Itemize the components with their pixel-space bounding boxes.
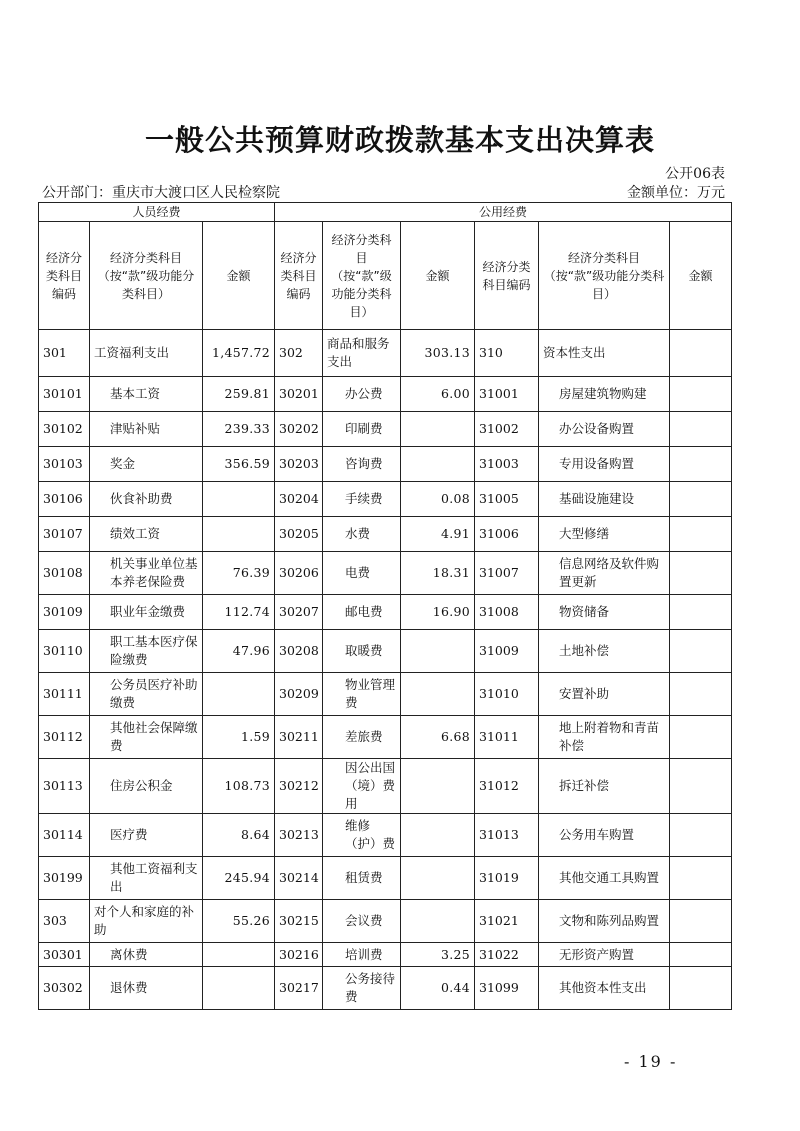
amount-cell: 3.25 xyxy=(401,943,475,967)
amount-cell: 0.08 xyxy=(401,482,475,517)
amount-cell xyxy=(401,412,475,447)
code-header: 经济分类科目编码 xyxy=(275,222,323,330)
subject-name-cell: 其他资本性支出 xyxy=(539,967,670,1010)
amount-cell xyxy=(203,943,275,967)
amount-cell xyxy=(203,517,275,552)
page-number: - 19 - xyxy=(624,1052,678,1071)
subject-name-cell: 职工基本医疗保险缴费 xyxy=(90,630,203,673)
economic-code-cell: 30101 xyxy=(39,377,90,412)
economic-code-cell: 30206 xyxy=(275,552,323,595)
economic-code-cell: 30209 xyxy=(275,673,323,716)
amount-cell xyxy=(401,857,475,900)
economic-code-cell: 30301 xyxy=(39,943,90,967)
subject-name-cell: 维修（护）费 xyxy=(323,814,401,857)
subject-name-cell: 取暖费 xyxy=(323,630,401,673)
subject-name-cell: 专用设备购置 xyxy=(539,447,670,482)
economic-code-cell: 30112 xyxy=(39,716,90,759)
economic-code-cell: 30107 xyxy=(39,517,90,552)
economic-code-cell: 30207 xyxy=(275,595,323,630)
amount-cell xyxy=(670,630,732,673)
code-header: 经济分类科目编码 xyxy=(475,222,539,330)
subject-name-cell: 水费 xyxy=(323,517,401,552)
subject-name-cell: 公务接待费 xyxy=(323,967,401,1010)
subject-name-cell: 咨询费 xyxy=(323,447,401,482)
amount-cell: 16.90 xyxy=(401,595,475,630)
table-row xyxy=(39,517,732,552)
subject-name-cell: 物资储备 xyxy=(539,595,670,630)
subject-name-cell: 其他社会保障缴费 xyxy=(90,716,203,759)
economic-code-cell: 31013 xyxy=(475,814,539,857)
economic-code-cell: 30202 xyxy=(275,412,323,447)
economic-code-cell: 30108 xyxy=(39,552,90,595)
subject-name-cell: 工资福利支出 xyxy=(90,330,203,377)
amount-cell: 6.00 xyxy=(401,377,475,412)
subject-name-cell: 文物和陈列品购置 xyxy=(539,900,670,943)
economic-code-cell: 30208 xyxy=(275,630,323,673)
economic-code-cell: 30201 xyxy=(275,377,323,412)
amount-unit-label: 金额单位：万元 xyxy=(627,185,725,201)
subject-name-cell: 拆迁补偿 xyxy=(539,759,670,814)
subject-name-cell: 基本工资 xyxy=(90,377,203,412)
subject-name-cell: 土地补偿 xyxy=(539,630,670,673)
amount-cell xyxy=(203,967,275,1010)
subject-name-cell: 资本性支出 xyxy=(539,330,670,377)
subject-name-cell: 离休费 xyxy=(90,943,203,967)
amount-cell: 0.44 xyxy=(401,967,475,1010)
economic-code-cell: 30102 xyxy=(39,412,90,447)
subject-name-cell: 医疗费 xyxy=(90,814,203,857)
amount-cell xyxy=(670,330,732,377)
amount-cell xyxy=(670,447,732,482)
subject-name-cell: 绩效工资 xyxy=(90,517,203,552)
table-row xyxy=(39,716,732,759)
page-title: 一般公共预算财政拨款基本支出决算表 xyxy=(144,123,655,157)
economic-code-cell: 31003 xyxy=(475,447,539,482)
subject-name-cell: 奖金 xyxy=(90,447,203,482)
amount-cell: 1,457.72 xyxy=(203,330,275,377)
amount-cell xyxy=(670,595,732,630)
amount-cell xyxy=(401,759,475,814)
economic-code-cell: 31021 xyxy=(475,900,539,943)
amount-cell: 239.33 xyxy=(203,412,275,447)
amount-cell xyxy=(670,377,732,412)
amount-cell: 8.64 xyxy=(203,814,275,857)
amount-cell xyxy=(401,630,475,673)
table-row xyxy=(39,482,732,517)
subject-name-cell: 大型修缮 xyxy=(539,517,670,552)
economic-code-cell: 31006 xyxy=(475,517,539,552)
economic-code-cell: 302 xyxy=(275,330,323,377)
table-row xyxy=(39,900,732,943)
table-row xyxy=(39,943,732,967)
economic-code-cell: 30213 xyxy=(275,814,323,857)
economic-code-cell: 301 xyxy=(39,330,90,377)
economic-code-cell: 303 xyxy=(39,900,90,943)
economic-code-cell: 310 xyxy=(475,330,539,377)
table-row xyxy=(39,814,732,857)
subject-name-cell: 手续费 xyxy=(323,482,401,517)
table-row xyxy=(39,447,732,482)
subject-name-cell: 商品和服务支出 xyxy=(323,330,401,377)
economic-code-cell: 30217 xyxy=(275,967,323,1010)
amount-cell xyxy=(670,412,732,447)
subject-name-cell: 对个人和家庭的补助 xyxy=(90,900,203,943)
subject-name-cell: 基础设施建设 xyxy=(539,482,670,517)
subject-name-cell: 其他交通工具购置 xyxy=(539,857,670,900)
amount-cell xyxy=(203,673,275,716)
subject-name-cell: 房屋建筑物购建 xyxy=(539,377,670,412)
economic-code-cell: 31007 xyxy=(475,552,539,595)
subject-name-cell: 公务员医疗补助缴费 xyxy=(90,673,203,716)
subject-name-cell: 安置补助 xyxy=(539,673,670,716)
subject-name-cell: 印刷费 xyxy=(323,412,401,447)
name-header: 经济分类科目（按“款”级功能分类科目） xyxy=(323,222,401,330)
economic-code-cell: 31010 xyxy=(475,673,539,716)
subject-name-cell: 退休费 xyxy=(90,967,203,1010)
amount-cell: 18.31 xyxy=(401,552,475,595)
subject-name-cell: 差旅费 xyxy=(323,716,401,759)
economic-code-cell: 30199 xyxy=(39,857,90,900)
amount-cell xyxy=(670,943,732,967)
amount-cell: 4.91 xyxy=(401,517,475,552)
table-row xyxy=(39,759,732,814)
amount-cell xyxy=(670,900,732,943)
amount-cell xyxy=(670,552,732,595)
economic-code-cell: 31012 xyxy=(475,759,539,814)
table-row xyxy=(39,377,732,412)
form-number: 公开06表 xyxy=(665,166,725,182)
economic-code-cell: 30215 xyxy=(275,900,323,943)
amount-cell xyxy=(401,814,475,857)
personnel-group-header: 人员经费 xyxy=(39,203,275,222)
code-header: 经济分类科目编码 xyxy=(39,222,90,330)
economic-code-cell: 30106 xyxy=(39,482,90,517)
amount-cell xyxy=(401,900,475,943)
amount-cell: 76.39 xyxy=(203,552,275,595)
table-row xyxy=(39,330,732,377)
amount-header: 金额 xyxy=(203,222,275,330)
economic-code-cell: 30203 xyxy=(275,447,323,482)
economic-code-cell: 31008 xyxy=(475,595,539,630)
economic-code-cell: 30216 xyxy=(275,943,323,967)
amount-cell: 47.96 xyxy=(203,630,275,673)
subject-name-cell: 物业管理费 xyxy=(323,673,401,716)
economic-code-cell: 31009 xyxy=(475,630,539,673)
amount-cell xyxy=(670,814,732,857)
subject-name-cell: 机关事业单位基本养老保险费 xyxy=(90,552,203,595)
amount-cell: 1.59 xyxy=(203,716,275,759)
budget-table xyxy=(38,202,732,1010)
subject-name-cell: 地上附着物和青苗补偿 xyxy=(539,716,670,759)
economic-code-cell: 31099 xyxy=(475,967,539,1010)
subject-name-cell: 津贴补贴 xyxy=(90,412,203,447)
subject-name-cell: 伙食补助费 xyxy=(90,482,203,517)
subject-name-cell: 培训费 xyxy=(323,943,401,967)
subject-name-cell: 其他工资福利支出 xyxy=(90,857,203,900)
economic-code-cell: 30113 xyxy=(39,759,90,814)
economic-code-cell: 30205 xyxy=(275,517,323,552)
amount-cell xyxy=(670,857,732,900)
subject-name-cell: 公务用车购置 xyxy=(539,814,670,857)
amount-cell: 112.74 xyxy=(203,595,275,630)
subject-name-cell: 邮电费 xyxy=(323,595,401,630)
amount-cell: 245.94 xyxy=(203,857,275,900)
economic-code-cell: 30114 xyxy=(39,814,90,857)
amount-header: 金额 xyxy=(670,222,732,330)
subject-name-cell: 电费 xyxy=(323,552,401,595)
amount-cell xyxy=(401,673,475,716)
economic-code-cell: 31022 xyxy=(475,943,539,967)
economic-code-cell: 31002 xyxy=(475,412,539,447)
amount-cell: 55.26 xyxy=(203,900,275,943)
table-row xyxy=(39,967,732,1010)
subject-name-cell: 职业年金缴费 xyxy=(90,595,203,630)
department-label: 公开部门：重庆市大渡口区人民检察院 xyxy=(42,185,280,201)
economic-code-cell: 30111 xyxy=(39,673,90,716)
amount-cell: 108.73 xyxy=(203,759,275,814)
name-header: 经济分类科目（按“款”级功能分类科目） xyxy=(90,222,203,330)
economic-code-cell: 30211 xyxy=(275,716,323,759)
economic-code-cell: 30214 xyxy=(275,857,323,900)
subject-name-cell: 办公设备购置 xyxy=(539,412,670,447)
table-row xyxy=(39,552,732,595)
table-row xyxy=(39,857,732,900)
economic-code-cell: 31001 xyxy=(475,377,539,412)
amount-cell: 259.81 xyxy=(203,377,275,412)
amount-cell xyxy=(670,517,732,552)
subject-name-cell: 办公费 xyxy=(323,377,401,412)
amount-cell xyxy=(670,759,732,814)
economic-code-cell: 30212 xyxy=(275,759,323,814)
amount-cell xyxy=(401,447,475,482)
amount-cell: 303.13 xyxy=(401,330,475,377)
economic-code-cell: 31011 xyxy=(475,716,539,759)
economic-code-cell: 30204 xyxy=(275,482,323,517)
subject-name-cell: 会议费 xyxy=(323,900,401,943)
subject-name-cell: 租赁费 xyxy=(323,857,401,900)
economic-code-cell: 31005 xyxy=(475,482,539,517)
public-group-header: 公用经费 xyxy=(275,203,732,222)
amount-header: 金额 xyxy=(401,222,475,330)
amount-cell xyxy=(670,716,732,759)
economic-code-cell: 30103 xyxy=(39,447,90,482)
table-row xyxy=(39,412,732,447)
economic-code-cell: 30302 xyxy=(39,967,90,1010)
subject-name-cell: 无形资产购置 xyxy=(539,943,670,967)
subject-name-cell: 因公出国（境）费用 xyxy=(323,759,401,814)
table-row xyxy=(39,630,732,673)
amount-cell xyxy=(670,967,732,1010)
economic-code-cell: 30109 xyxy=(39,595,90,630)
table-body xyxy=(39,330,732,1010)
subject-name-cell: 信息网络及软件购置更新 xyxy=(539,552,670,595)
economic-code-cell: 30110 xyxy=(39,630,90,673)
amount-cell xyxy=(203,482,275,517)
table-row xyxy=(39,673,732,716)
table-row xyxy=(39,595,732,630)
economic-code-cell: 31019 xyxy=(475,857,539,900)
amount-cell xyxy=(670,673,732,716)
amount-cell: 356.59 xyxy=(203,447,275,482)
amount-cell xyxy=(670,482,732,517)
name-header: 经济分类科目（按“款”级功能分类科目） xyxy=(539,222,670,330)
amount-cell: 6.68 xyxy=(401,716,475,759)
subject-name-cell: 住房公积金 xyxy=(90,759,203,814)
